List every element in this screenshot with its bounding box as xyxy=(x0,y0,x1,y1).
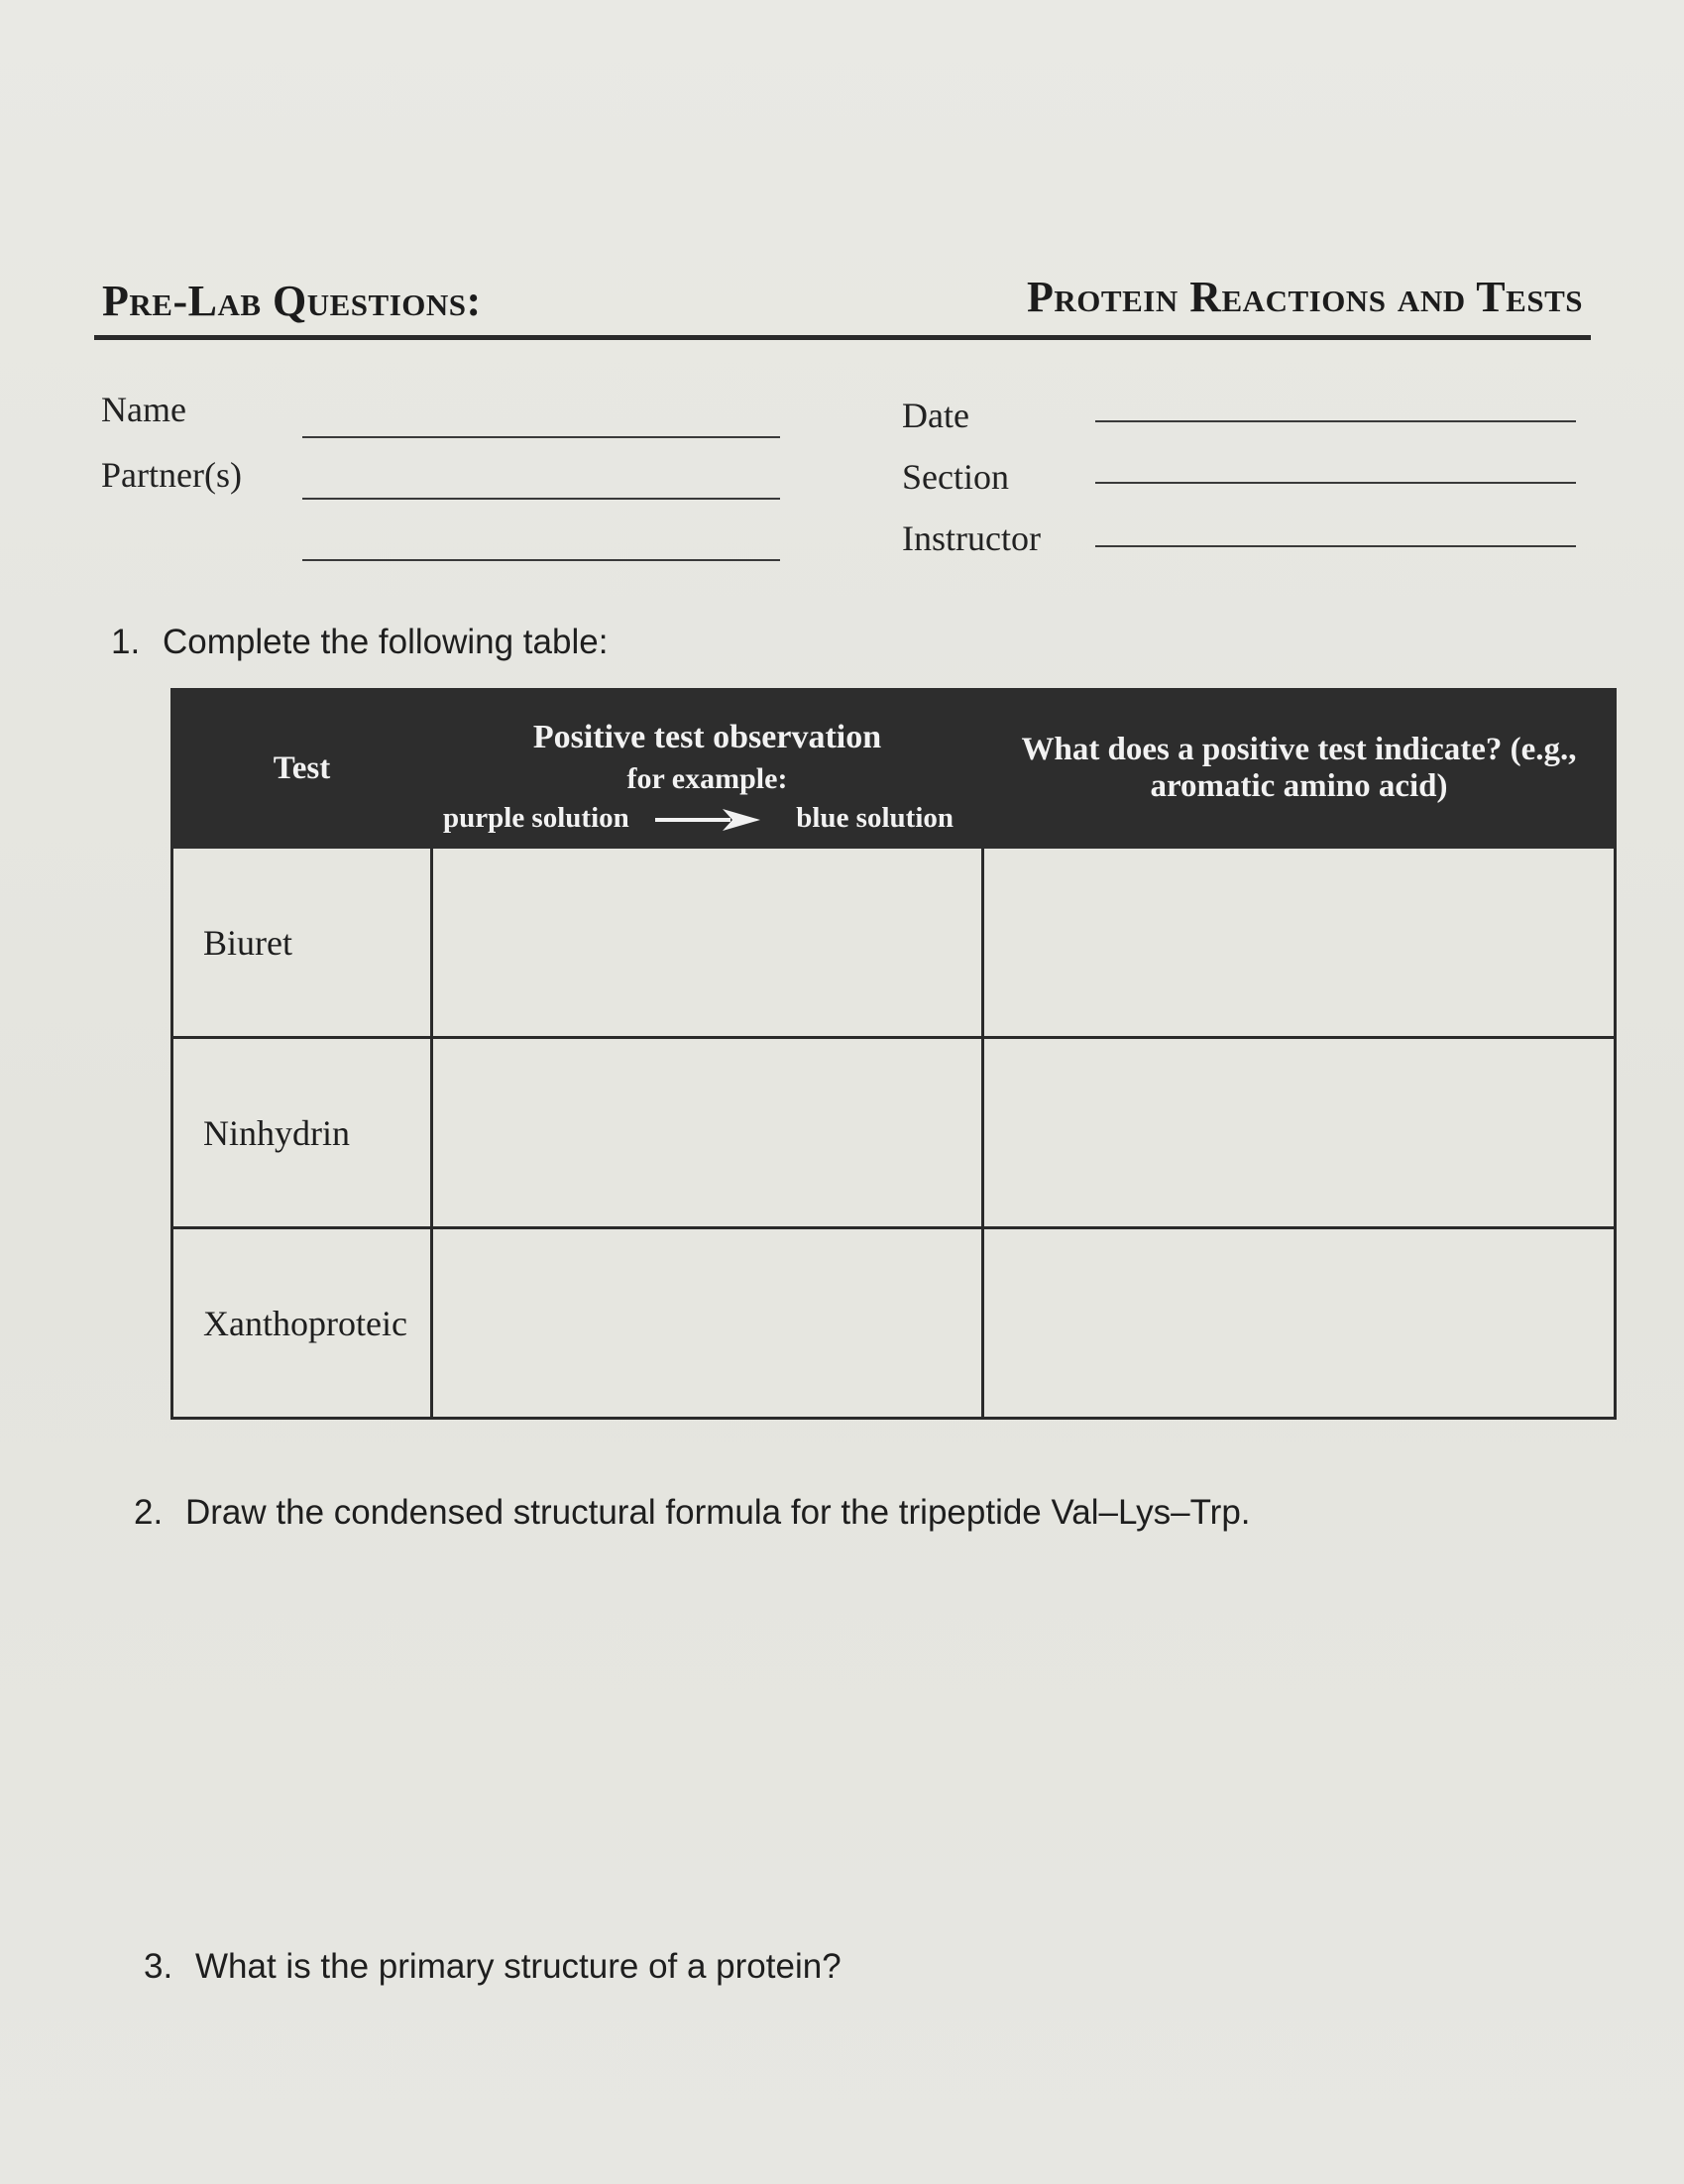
observation-cell[interactable] xyxy=(432,848,983,1038)
observation-cell[interactable] xyxy=(432,1038,983,1228)
instructor-field[interactable] xyxy=(1095,545,1576,547)
table-row xyxy=(172,1228,1616,1419)
observation-cell[interactable] xyxy=(432,1228,983,1419)
observation-header-to: blue solution xyxy=(796,802,954,834)
column-header-test: Test xyxy=(172,690,432,848)
test-name-cell: Xanthoproteic xyxy=(172,1228,432,1419)
column-header-indication xyxy=(983,690,1616,848)
question-3-number: 3. xyxy=(144,1947,173,1986)
name-field[interactable] xyxy=(302,436,780,438)
indication-cell[interactable] xyxy=(983,1038,1616,1228)
question-3-text: What is the primary structure of a protein? xyxy=(195,1947,842,1986)
name-label: Name xyxy=(101,390,186,429)
header-left-title: Pre-Lab Questions: xyxy=(102,277,482,325)
question-3-answer-area[interactable] xyxy=(144,2001,1581,2169)
question-3 xyxy=(144,1947,842,1987)
question-2 xyxy=(134,1493,1251,1533)
instructor-label: Instructor xyxy=(902,518,1041,558)
indication-cell[interactable] xyxy=(983,848,1616,1038)
right-arrow-icon xyxy=(653,806,762,834)
header-right-title: Protein Reactions and Tests xyxy=(1027,273,1583,321)
protein-tests-table xyxy=(170,688,1617,1420)
partner-field-1[interactable] xyxy=(302,498,780,500)
observation-header-from: purple solution xyxy=(443,802,629,834)
indication-header-title: What does a positive test indicate? xyxy=(1021,732,1503,767)
date-field[interactable] xyxy=(1095,420,1576,422)
date-label: Date xyxy=(902,396,969,435)
observation-header-title: Positive test observation xyxy=(532,719,882,755)
section-label: Section xyxy=(902,457,1009,497)
section-field[interactable] xyxy=(1095,482,1576,484)
table-row xyxy=(172,848,1616,1038)
indication-cell[interactable] xyxy=(983,1228,1616,1419)
indication-header-example: (e.g., aromatic amino acid) xyxy=(1150,732,1577,804)
test-name-cell: Biuret xyxy=(172,848,432,1038)
question-2-answer-area[interactable] xyxy=(134,1547,1581,1933)
table-row xyxy=(172,1038,1616,1228)
question-2-number: 2. xyxy=(134,1493,164,1532)
test-name-cell: Ninhydrin xyxy=(172,1038,432,1228)
worksheet-header xyxy=(94,268,1591,340)
partner-field-2[interactable] xyxy=(302,559,780,561)
question-1-number: 1. xyxy=(111,623,141,661)
partners-label: Partner(s) xyxy=(101,455,242,495)
question-2-text: Draw the condensed structural formula for the tripeptide Val–Lys–Trp. xyxy=(185,1493,1251,1532)
question-1-text: Complete the following table: xyxy=(163,623,609,661)
observation-header-example-label: for example: xyxy=(626,762,788,795)
column-header-observation xyxy=(432,690,983,848)
question-1 xyxy=(111,623,608,662)
